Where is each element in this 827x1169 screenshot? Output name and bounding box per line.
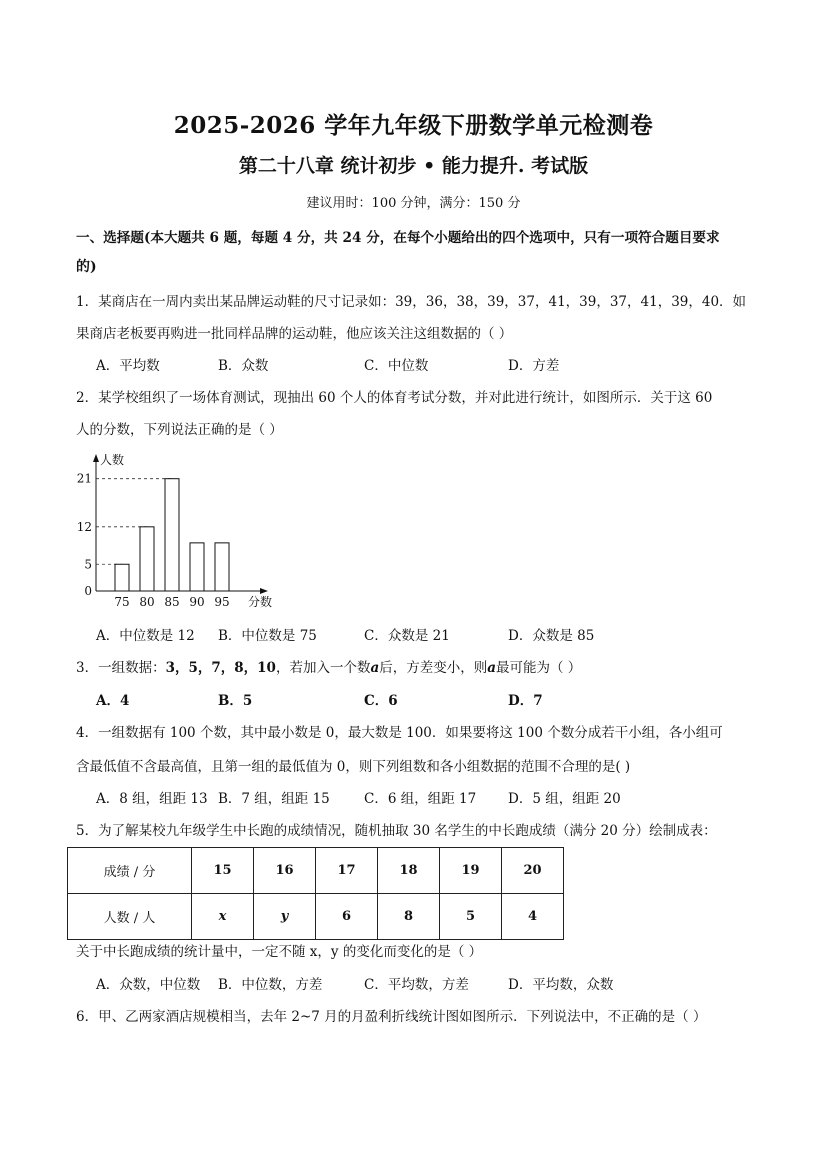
x-tick-label: 75 — [114, 595, 130, 609]
y-axis-label: 人数 — [100, 453, 125, 467]
q2-line1: 2．某学校组织了一场体育测试，现抽出 60 个人的体育考试分数，并对此进行统计，如图所示．关于这 60 — [76, 390, 713, 406]
bar-85 — [165, 479, 179, 591]
section-heading-line1: 一、选择题(本大题共 6 题，每题 4 分，共 24 分，在每个小题给出的四个选项中，只有一项符合题目要求 — [76, 230, 720, 246]
x-tick-label: 90 — [189, 595, 205, 609]
q5-option-a[interactable]: A．众数，中位数 — [96, 977, 201, 993]
q3-var-a-2: a — [487, 660, 496, 676]
score-table — [67, 847, 564, 940]
q5-option-c[interactable]: C．平均数，方差 — [364, 977, 469, 993]
q1-option-b[interactable]: B．众数 — [218, 358, 269, 374]
table-cell: 5 — [440, 894, 502, 940]
q3-option-d[interactable]: D．7 — [508, 693, 543, 709]
q1-option-a[interactable]: A．平均数 — [96, 358, 160, 374]
q3-text-end: 最可能为（ ） — [495, 660, 582, 676]
q1-option-d[interactable]: D．方差 — [508, 358, 560, 374]
exam-title: 2025-2026 学年九年级下册数学单元检测卷 — [173, 112, 654, 139]
y-tick-label: 5 — [84, 557, 92, 572]
q2-option-b[interactable]: B．中位数是 75 — [218, 628, 317, 644]
table-row — [68, 894, 564, 940]
y-tick-label: 0 — [84, 584, 92, 598]
q3-option-b[interactable]: B．5 — [218, 693, 253, 709]
q3-line1 — [76, 658, 581, 678]
q2-option-d[interactable]: D．众数是 85 — [508, 628, 595, 644]
x-axis-label: 分数 — [248, 595, 273, 609]
bar-75 — [115, 564, 129, 591]
table-cell: x — [192, 894, 254, 940]
q3-option-c[interactable]: C．6 — [364, 693, 398, 709]
table-cell: 19 — [440, 848, 502, 894]
table-row — [68, 848, 564, 894]
q4-option-a[interactable]: A．8 组，组距 13 — [96, 791, 208, 807]
table-cell: 8 — [378, 894, 440, 940]
q3-var-a: a — [370, 660, 380, 676]
y-axis-arrow — [93, 454, 99, 462]
table-cell: 15 — [192, 848, 254, 894]
q4-line2: 含最低值不含最高值，且第一组的最低值为 0，则下列组数和各小组数据的范围不合理的是( ) — [76, 759, 631, 775]
table-cell: 20 — [502, 848, 564, 894]
x-tick-label: 80 — [139, 595, 155, 609]
table-cell: 18 — [378, 848, 440, 894]
x-tick-label: 95 — [214, 595, 230, 609]
q5-option-b[interactable]: B．中位数，方差 — [218, 977, 323, 993]
table-row-head: 成绩 / 分 — [68, 848, 192, 894]
section-heading-line2: 的) — [76, 259, 97, 275]
q3-text-pre: 3．一组数据： — [76, 660, 166, 676]
q2-line2: 人的分数，下列说法正确的是（ ） — [76, 422, 283, 438]
q3-data: 3，5，7，8，10 — [165, 660, 276, 676]
q5-line2: 关于中长跑成绩的统计量中，一定不随 x，y 的变化而变化的是（ ） — [76, 944, 483, 960]
x-tick-label: 85 — [164, 595, 180, 609]
q3-text-mid: ，若加入一个数 — [275, 660, 371, 676]
q1-line2: 果商店老板要再购进一批同样品牌的运动鞋，他应该关注这组数据的（ ） — [76, 326, 513, 342]
chapter-title: 第二十八章 统计初步 • 能力提升. 考试版 — [238, 155, 589, 177]
table-row-head: 人数 / 人 — [68, 894, 192, 940]
score-bar-chart — [72, 452, 292, 612]
table-cell: 17 — [316, 848, 378, 894]
bar-80 — [140, 527, 154, 591]
q3-text-post: 后，方差变小，则 — [379, 660, 488, 676]
y-tick-label: 12 — [76, 519, 92, 534]
x-axis-arrow — [260, 588, 268, 594]
time-note: 建议用时：100 分钟，满分：150 分 — [306, 196, 521, 211]
y-tick-label: 21 — [76, 471, 92, 486]
q5-line1: 5．为了解某校九年级学生中长跑的成绩情况，随机抽取 30 名学生的中长跑成绩（满分 20 分）绘制成表： — [76, 823, 717, 839]
q5-option-d[interactable]: D．平均数，众数 — [508, 977, 614, 993]
q2-option-c[interactable]: C．众数是 21 — [364, 628, 450, 644]
table-cell: y — [254, 894, 316, 940]
bar-95 — [215, 543, 229, 591]
table-cell: 6 — [316, 894, 378, 940]
q3-option-a[interactable]: A．4 — [96, 693, 130, 709]
q4-line1: 4．一组数据有 100 个数，其中最小数是 0，最大数是 100．如果要将这 100 个数分成若干小组，各小组可 — [76, 725, 723, 741]
q4-option-c[interactable]: C．6 组，组距 17 — [364, 791, 477, 807]
table-cell: 4 — [502, 894, 564, 940]
table-cell: 16 — [254, 848, 316, 894]
q4-option-b[interactable]: B．7 组，组距 15 — [218, 791, 330, 807]
q6-line1: 6．甲、乙两家酒店规模相当，去年 2~7 月的月盈利折线统计图如图所示．下列说法中，不正确的是（ ） — [76, 1009, 707, 1025]
q1-line1: 1．某商店在一周内卖出某品牌运动鞋的尺寸记录如：39，36，38，39，37，41，39，37，41，39，40．如 — [76, 294, 747, 310]
q4-option-d[interactable]: D．5 组，组距 20 — [508, 791, 621, 807]
q2-option-a[interactable]: A．中位数是 12 — [96, 628, 195, 644]
bar-90 — [190, 543, 204, 591]
q1-option-c[interactable]: C．中位数 — [364, 358, 429, 374]
